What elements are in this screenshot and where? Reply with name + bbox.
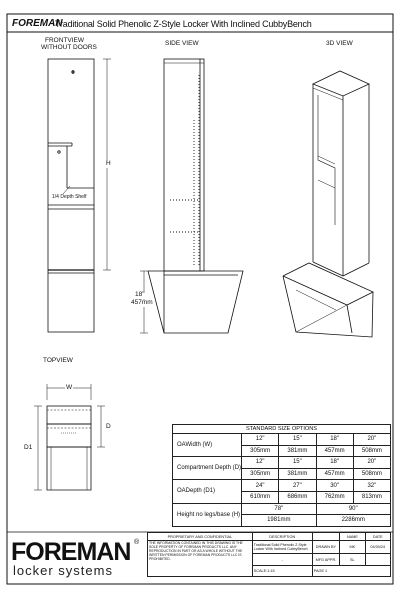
- spec-table: [172, 424, 391, 527]
- spec-cell: 15": [279, 457, 316, 469]
- scale-text: SCALE:1:15: [252, 566, 312, 577]
- brand-tagline: locker systems: [13, 563, 113, 578]
- spec-cell: 12": [242, 434, 279, 446]
- spec-cell: 12": [242, 457, 279, 469]
- spec-cell: 90": [316, 503, 391, 515]
- width-dimension-label: W: [66, 384, 73, 391]
- spec-cell: 15": [279, 434, 316, 446]
- description-text: Traditional Solid Phenolic Z-Style Locker With Inclined CubbyBench: [252, 541, 312, 554]
- mfg-heading: MFG APPR.: [312, 554, 339, 566]
- iso-view-title: 3D VIEW: [326, 40, 353, 47]
- spec-cell: 30": [316, 480, 353, 492]
- title-block: [147, 532, 391, 577]
- front-view-title-line2: WITHOUT DOORS: [41, 44, 97, 51]
- side-view-drawing: [140, 59, 243, 333]
- spec-label-depth: Compartment Depth (D): [173, 457, 242, 480]
- height-dimension-label: H: [106, 160, 111, 167]
- depth1-dimension-label: D1: [24, 444, 33, 451]
- front-view-title-line1: FRONTVIEW: [45, 37, 84, 44]
- spec-cell: 305mm: [242, 445, 279, 457]
- bench-height-mm: 457mm: [131, 299, 153, 306]
- spec-cell: 32": [353, 480, 390, 492]
- spec-cell: 20": [353, 457, 390, 469]
- spec-cell: 24": [242, 480, 279, 492]
- spec-cell: 78": [242, 503, 316, 515]
- spec-cell: 27": [279, 480, 316, 492]
- spec-cell: 381mm: [279, 445, 316, 457]
- proprietary-heading: PROPRIETARY AND CONFIDENTIAL: [148, 533, 253, 541]
- spec-cell: 305mm: [242, 468, 279, 480]
- top-view-title: TOPVIEW: [43, 357, 73, 364]
- spec-cell: 686mm: [279, 491, 316, 503]
- header-brand: FOREMAN: [12, 18, 63, 29]
- depth-dimension-label: D: [106, 423, 111, 430]
- spec-label-width: OAWidth (W): [173, 434, 242, 457]
- spec-cell: 2286mm: [316, 515, 391, 527]
- top-view-drawing: [34, 384, 105, 490]
- page-text: PAGE 1: [312, 566, 390, 577]
- legal-notice: THE INFORMATION CONTAINED IN THIS DRAWING IS THE SOLE PROPERTY OF FOREMAN PRODUCTS LLC. ANY REPRODUCTION IN PART OR AS A WHOLE WITHOUT THE WRITTEN PERMISSION OF FOREMAN PRODUCTS LLC IS PROHIBITED.: [148, 541, 253, 577]
- date-value: 04/30/24: [365, 541, 390, 554]
- spec-cell: 508mm: [353, 468, 390, 480]
- drawn-by-heading: DRAWN BY: [312, 541, 339, 554]
- spec-row-oadepth-inch: [173, 480, 391, 492]
- spec-label-height: Height no legs/base (H): [173, 503, 242, 526]
- mfg-value: SL: [340, 554, 365, 566]
- spec-row-width-inch: [173, 434, 391, 446]
- drawn-by-value: MK: [340, 541, 365, 554]
- spec-row-height-inch: [173, 503, 391, 515]
- spec-cell: 20": [353, 434, 390, 446]
- name-heading: NAME: [340, 533, 365, 541]
- registered-mark: ®: [134, 539, 140, 546]
- spec-cell: 381mm: [279, 468, 316, 480]
- spec-row-depth-inch: [173, 457, 391, 469]
- spec-cell: 610mm: [242, 491, 279, 503]
- spec-cell: 813mm: [353, 491, 390, 503]
- spec-cell: 762mm: [316, 491, 353, 503]
- date-heading: DATE: [365, 533, 390, 541]
- iso-view-drawing: [283, 71, 373, 337]
- side-view-title: SIDE VIEW: [165, 40, 199, 47]
- header-title: Traditional Solid Phenolic Z-Style Locker With Inclined CubbyBench: [55, 19, 312, 29]
- spec-cell: 18": [316, 434, 353, 446]
- spec-caption: STANDARD SIZE OPTIONS: [173, 425, 391, 434]
- spec-cell: 18": [316, 457, 353, 469]
- spec-caption-row: [173, 425, 391, 434]
- description-heading: DESCRIPTION: [252, 533, 312, 541]
- description-dash: -: [252, 554, 312, 566]
- shelf-label: 1/4 Depth Shelf: [52, 194, 87, 200]
- spec-cell: 1981mm: [242, 515, 316, 527]
- brand-logo: FOREMAN: [11, 538, 131, 566]
- bench-height-inch: 18": [135, 291, 145, 298]
- spec-cell: 457mm: [316, 468, 353, 480]
- spec-cell: 457mm: [316, 445, 353, 457]
- spec-cell: 508mm: [353, 445, 390, 457]
- spec-label-oadepth: OADepth (D1): [173, 480, 242, 503]
